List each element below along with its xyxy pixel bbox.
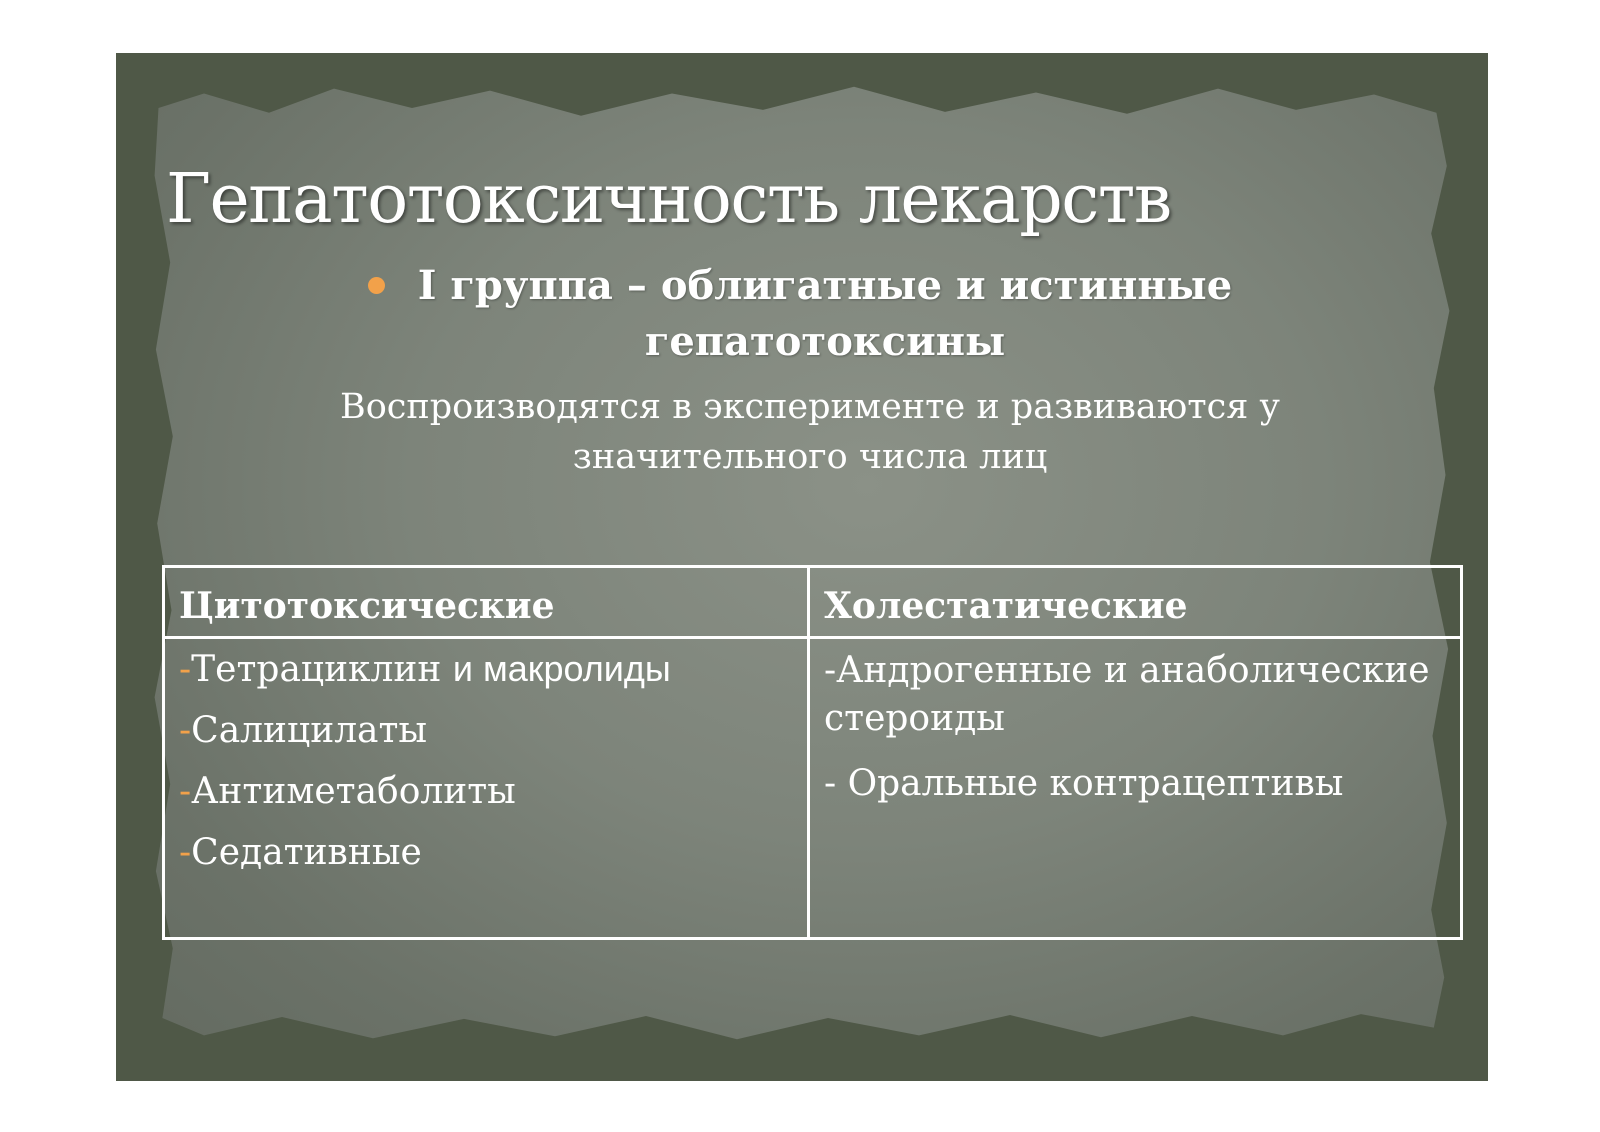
cytotoxic-cell [164,638,809,939]
header-cytotoxic: Цитотоксические [164,567,809,638]
drug-classification-table [162,565,1463,940]
list-dash: - [179,832,192,873]
list-item-text: Антиметаболиты [191,771,516,812]
list-item [179,770,793,814]
table-header-row [164,567,1462,638]
list-item [179,831,793,875]
list-item [179,647,793,692]
slide-subtitle: Воспроизводятся в эксперименте и развиваются у значительного числа лиц [340,387,1280,477]
list-item-text: Седативные [191,832,422,873]
list-dash: - [179,710,192,751]
list-item-text: Тетрациклин [191,649,453,690]
list-dash: - [179,649,192,690]
header-cholestatic: Холестатические [809,567,1462,638]
group-heading: I группа – облигатные и истинные гепатотоксины [417,262,1233,365]
slide-title: Гепатотоксичность лекарств [166,160,1171,239]
table-row [164,638,1462,939]
list-item-text-extra: и макролиды [452,648,671,689]
list-item [179,709,793,753]
list-dash: - [179,771,192,812]
list-item: - Оральные контрацептивы [824,763,1344,804]
list-item-text: Салицилаты [191,710,428,751]
list-item: -Андрогенные и анаболические стероиды [824,650,1430,739]
cholestatic-cell [809,638,1462,939]
